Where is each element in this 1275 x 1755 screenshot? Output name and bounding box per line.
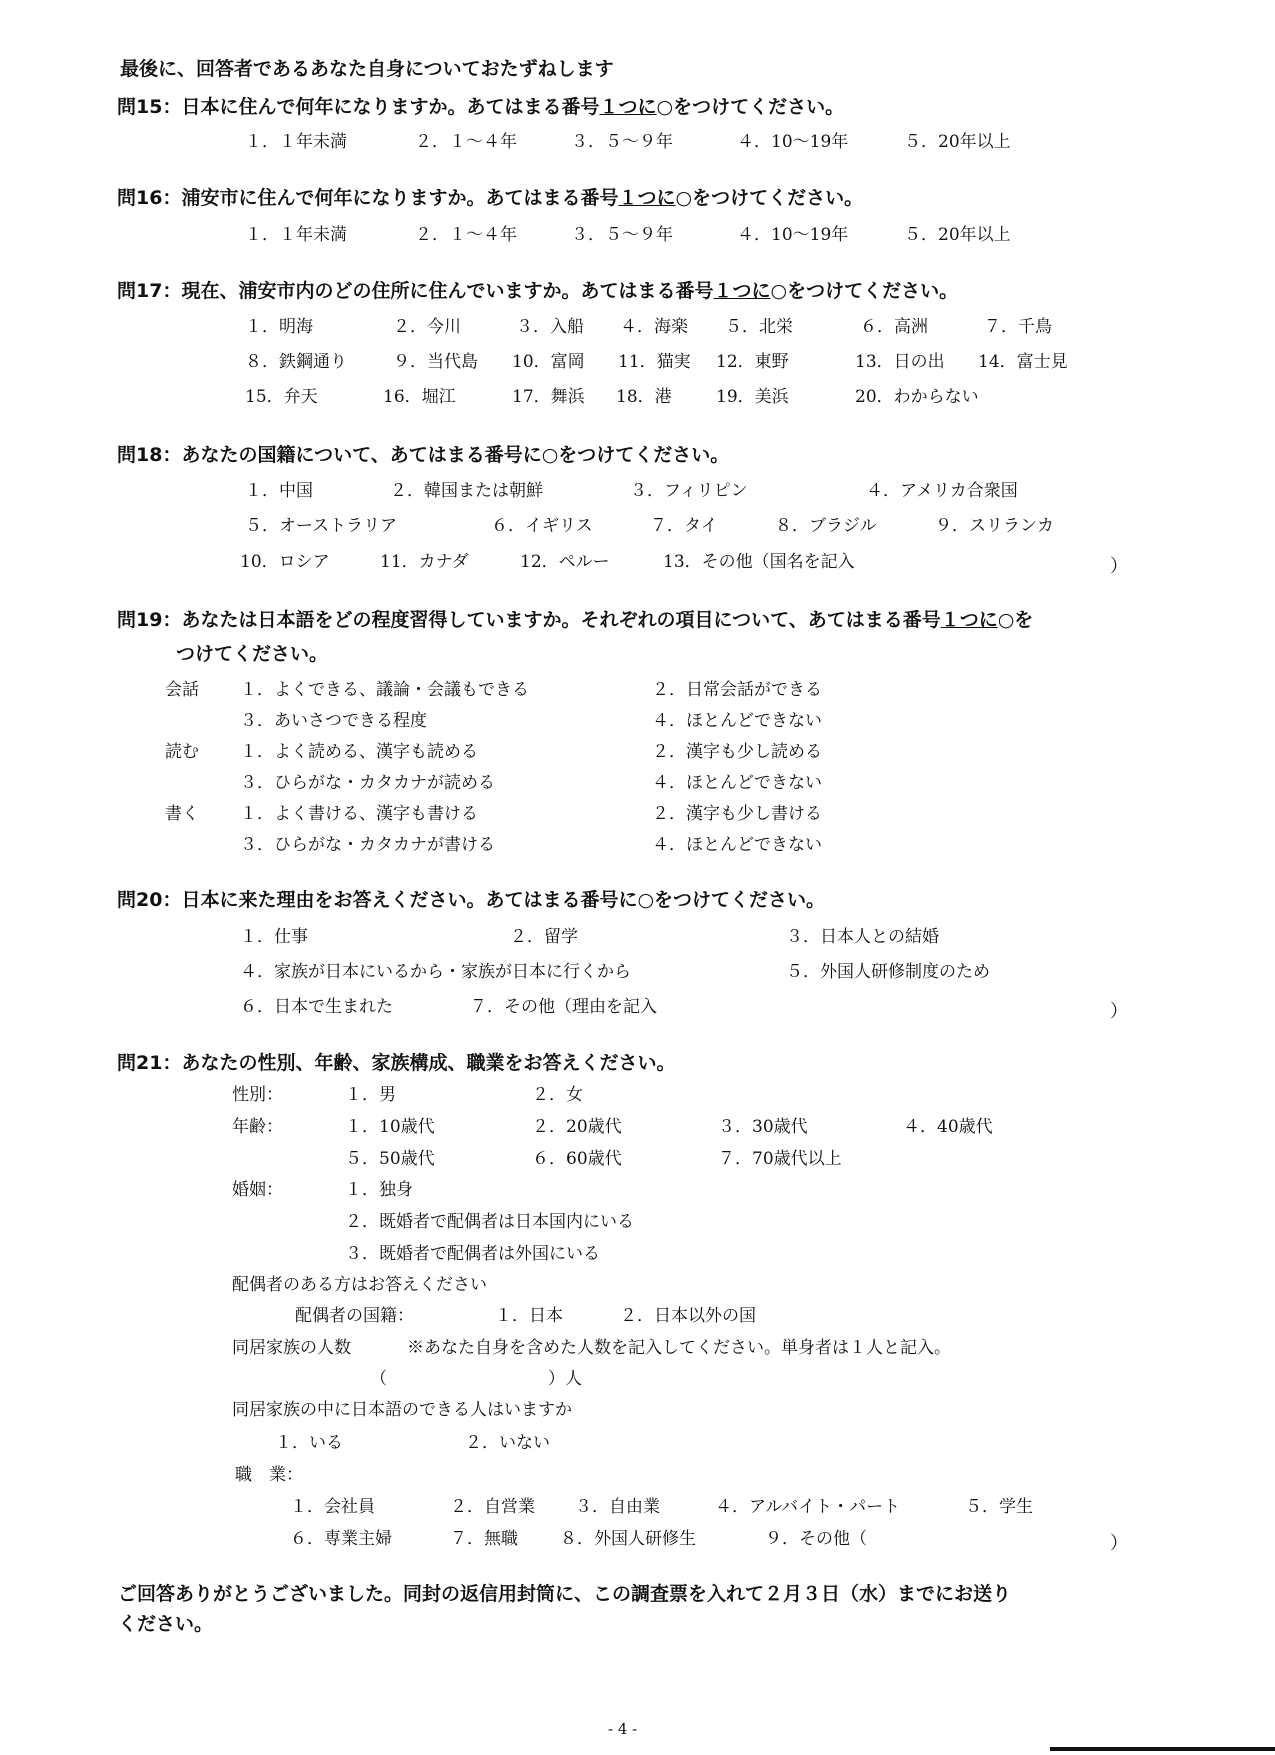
q16-label: 問16： [117, 187, 182, 209]
question-21 [117, 1052, 675, 1074]
q16-text-underline: １つに [618, 187, 676, 209]
q16-option-5[interactable]: ５．20年以上 [904, 225, 1011, 245]
q19-category-speak: 会話 [165, 680, 199, 700]
q21-spouse-nationality-label: 配偶者の国籍： [295, 1306, 414, 1326]
q21-sex-option-1[interactable]: １．男 [345, 1085, 396, 1105]
q18-option-8[interactable]: ８．ブラジル [775, 516, 877, 536]
question-18 [117, 444, 729, 466]
q21-age-option-2[interactable]: ２．20歳代 [532, 1117, 622, 1137]
q19-read-option-3[interactable]: ３．ひらがな・カタカナが読める [240, 773, 495, 793]
q21-sex-option-2[interactable]: ２．女 [532, 1085, 583, 1105]
q21-spouse-note: 配偶者のある方はお答えください [232, 1275, 487, 1295]
q21-sex-label: 性別： [232, 1085, 283, 1105]
q21-job-option-8[interactable]: ８．外国人研修生 [560, 1529, 696, 1549]
q17-option-1[interactable]: １．明海 [245, 317, 313, 337]
q18-option-2[interactable]: ２．韓国または朝鮮 [390, 481, 543, 501]
q19-text-underline: １つに [940, 609, 998, 631]
q21-job-option-5[interactable]: ５．学生 [965, 1497, 1033, 1517]
closing-text-line-2: ください。 [118, 1613, 214, 1635]
q19-read-option-2[interactable]: ２．漢字も少し読める [652, 742, 822, 762]
q17-text-underline: １つに [713, 280, 771, 302]
closing-text-line-1: ご回答ありがとうございました。同封の返信用封筒に、この調査票を入れて２月３日（水）までにお送り [118, 1583, 1012, 1605]
q21-marriage-label: 婚姻： [232, 1180, 283, 1200]
q17-label: 問17： [117, 280, 182, 302]
q16-option-3[interactable]: ３．５～９年 [571, 225, 673, 245]
q20-text: 日本に来た理由をお答えください。あてはまる番号に○をつけてください。 [181, 889, 826, 911]
q17-text-a: 現在、浦安市内のどの住所に住んでいますか。あてはまる番号 [181, 280, 714, 302]
q18-option-9[interactable]: ９．スリランカ [935, 516, 1054, 536]
question-16 [117, 187, 863, 209]
q15-label: 問15： [117, 96, 182, 118]
q15-option-4[interactable]: ４．10～19年 [737, 132, 849, 152]
q17-option-19[interactable]: 19．美浜 [716, 387, 789, 407]
q16-text-b: ○をつけてください。 [675, 187, 864, 209]
q21-job-option-3[interactable]: ３．自由業 [575, 1497, 660, 1517]
footer-rule [1050, 1747, 1275, 1751]
q19-read-option-1[interactable]: １．よく読める、漢字も読める [240, 742, 478, 762]
q21-job-option-1[interactable]: １．会社員 [290, 1497, 375, 1517]
q17-option-8[interactable]: ８．鉄鋼通り [245, 352, 347, 372]
q17-option-10[interactable]: 10．富岡 [512, 352, 585, 372]
page-number: - 4 - [608, 1720, 638, 1738]
q15-option-1[interactable]: １．１年未満 [245, 132, 347, 152]
q20-option-1[interactable]: １．仕事 [240, 927, 308, 947]
q16-option-4[interactable]: ４．10～19年 [737, 225, 849, 245]
q17-option-3[interactable]: ３．入船 [516, 317, 584, 337]
q17-option-6[interactable]: ６．高洲 [860, 317, 928, 337]
q18-option-13[interactable]: 13．その他（国名を記入 [663, 552, 855, 572]
q19-write-option-4[interactable]: ４．ほとんどできない [652, 835, 822, 855]
q20-option-6[interactable]: ６．日本で生まれた [240, 997, 393, 1017]
q20-close-paren: ） [1110, 1001, 1128, 1022]
q20-label: 問20： [117, 889, 182, 911]
question-19 [117, 609, 1033, 631]
q19-speak-option-2[interactable]: ２．日常会話ができる [652, 680, 822, 700]
q19-write-option-3[interactable]: ３．ひらがな・カタカナが書ける [240, 835, 495, 855]
q18-option-1[interactable]: １．中国 [245, 481, 313, 501]
q21-age-option-1[interactable]: １．10歳代 [345, 1117, 435, 1137]
q18-option-12[interactable]: 12．ペルー [520, 552, 610, 572]
q17-option-18[interactable]: 18．港 [616, 387, 672, 407]
q17-option-7[interactable]: ７．千鳥 [984, 317, 1052, 337]
q20-option-3[interactable]: ３．日本人との結婚 [786, 927, 939, 947]
q21-household-note: ※あなた自身を含めた人数を記入してください。単身者は１人と記入。 [407, 1338, 951, 1358]
q18-close-paren: ） [1110, 556, 1128, 577]
q18-option-5[interactable]: ５．オーストラリア [245, 516, 398, 536]
q21-japanese-family-question: 同居家族の中に日本語のできる人はいますか [232, 1400, 572, 1420]
q21-age-label: 年齢： [232, 1117, 283, 1137]
q21-job-option-9[interactable]: ９．その他（ [765, 1529, 867, 1549]
q19-category-write: 書く [165, 804, 199, 824]
q17-option-17[interactable]: 17．舞浜 [512, 387, 585, 407]
q17-option-4[interactable]: ４．海楽 [620, 317, 688, 337]
q19-text-a: あなたは日本語をどの程度習得していますか。それぞれの項目について、あてはまる番号 [181, 609, 941, 631]
q15-option-2[interactable]: ２．１～４年 [415, 132, 517, 152]
q21-spouse-nationality-option-2[interactable]: ２．日本以外の国 [620, 1306, 756, 1326]
q21-job-label: 職 業： [235, 1465, 303, 1485]
q18-option-4[interactable]: ４．アメリカ合衆国 [866, 481, 1018, 501]
q21-job-option-7[interactable]: ７．無職 [450, 1529, 518, 1549]
q21-job-option-6[interactable]: ６．専業主婦 [290, 1529, 392, 1549]
q21-label: 問21： [117, 1052, 182, 1074]
q15-text-a: 日本に住んで何年になりますか。あてはまる番号 [181, 96, 600, 118]
q17-text-b: ○をつけてください。 [770, 280, 959, 302]
q20-option-7[interactable]: ７．その他（理由を記入 [470, 997, 657, 1017]
q18-option-10[interactable]: 10．ロシア [240, 552, 330, 572]
q17-option-14[interactable]: 14．富士見 [978, 352, 1068, 372]
q18-label: 問18： [117, 444, 182, 466]
q21-text: あなたの性別、年齢、家族構成、職業をお答えください。 [181, 1052, 676, 1074]
question-20 [117, 889, 825, 911]
q19-category-read: 読む [165, 742, 199, 762]
q21-age-option-4[interactable]: ４．40歳代 [903, 1117, 993, 1137]
q17-option-2[interactable]: ２．今川 [393, 317, 461, 337]
q18-option-11[interactable]: 11．カナダ [380, 552, 469, 572]
q19-speak-option-3[interactable]: ３．あいさつできる程度 [240, 711, 427, 731]
q21-spouse-nationality-option-1[interactable]: １．日本 [495, 1306, 563, 1326]
question-15 [117, 96, 844, 118]
q21-japanese-family-option-2[interactable]: ２．いない [465, 1433, 550, 1453]
q15-option-5[interactable]: ５．20年以上 [904, 132, 1011, 152]
q16-option-1[interactable]: １．１年未満 [245, 225, 347, 245]
q15-option-3[interactable]: ３．５～９年 [571, 132, 673, 152]
q21-household-label: 同居家族の人数 [232, 1338, 351, 1358]
q17-option-15[interactable]: 15．弁天 [245, 387, 318, 407]
q21-age-option-5[interactable]: ５．50歳代 [345, 1149, 435, 1169]
q19-speak-option-1[interactable]: １．よくできる、議論・会議もできる [240, 680, 529, 700]
q18-text: あなたの国籍について、あてはまる番号に○をつけてください。 [181, 444, 730, 466]
q19-text-c: つけてください。 [176, 643, 329, 665]
q17-option-20[interactable]: 20．わからない [855, 387, 979, 407]
q19-speak-option-4[interactable]: ４．ほとんどできない [652, 711, 822, 731]
q19-write-option-1[interactable]: １．よく書ける、漢字も書ける [240, 804, 478, 824]
q18-option-6[interactable]: ６．イギリス [491, 516, 593, 536]
q18-option-7[interactable]: ７．タイ [650, 516, 718, 536]
q21-marriage-option-3[interactable]: ３．既婚者で配偶者は外国にいる [345, 1244, 600, 1264]
q19-label: 問19： [117, 609, 182, 631]
q15-text-underline: １つに [599, 96, 657, 118]
q17-option-5[interactable]: ５．北栄 [725, 317, 793, 337]
q15-text-b: ○をつけてください。 [656, 96, 845, 118]
q21-household-open-paren: （ [370, 1369, 387, 1389]
q18-option-3[interactable]: ３．フィリピン [630, 481, 748, 501]
q17-option-9[interactable]: ９．当代島 [393, 352, 478, 372]
q21-marriage-option-1[interactable]: １．独身 [345, 1180, 413, 1200]
q20-option-5[interactable]: ５．外国人研修制度のため [786, 962, 990, 982]
q16-text-a: 浦安市に住んで何年になりますか。あてはまる番号 [181, 187, 619, 209]
q21-household-close-paren: ）人 [548, 1369, 582, 1389]
q21-job-option-2[interactable]: ２．自営業 [450, 1497, 535, 1517]
q21-age-option-6[interactable]: ６．60歳代 [532, 1149, 622, 1169]
q17-option-16[interactable]: 16．堀江 [383, 387, 456, 407]
q17-option-12[interactable]: 12．東野 [716, 352, 789, 372]
q21-age-option-7[interactable]: ７．70歳代以上 [718, 1149, 842, 1169]
question-17 [117, 280, 958, 302]
q21-age-option-3[interactable]: ３．30歳代 [718, 1117, 808, 1137]
q17-option-11[interactable]: 11．猫実 [618, 352, 691, 372]
q21-marriage-option-2[interactable]: ２．既婚者で配偶者は日本国内にいる [345, 1212, 634, 1232]
q21-household-count-field[interactable] [383, 1369, 548, 1389]
q21-job-option-4[interactable]: ４．アルバイト・パート [715, 1497, 901, 1517]
q19-read-option-4[interactable]: ４．ほとんどできない [652, 773, 822, 793]
q21-japanese-family-option-1[interactable]: １．いる [275, 1433, 343, 1453]
q19-text-b: ○を [997, 609, 1034, 631]
q17-option-13[interactable]: 13．日の出 [855, 352, 945, 372]
section-intro: 最後に、回答者であるあなた自身についておたずねします [120, 58, 614, 80]
q20-option-2[interactable]: ２．留学 [510, 927, 578, 947]
q21-job-close-paren: ） [1110, 1533, 1128, 1554]
q20-option-4[interactable]: ４．家族が日本にいるから・家族が日本に行くから [240, 962, 631, 982]
q16-option-2[interactable]: ２．１～４年 [415, 225, 517, 245]
q19-write-option-2[interactable]: ２．漢字も少し書ける [652, 804, 822, 824]
